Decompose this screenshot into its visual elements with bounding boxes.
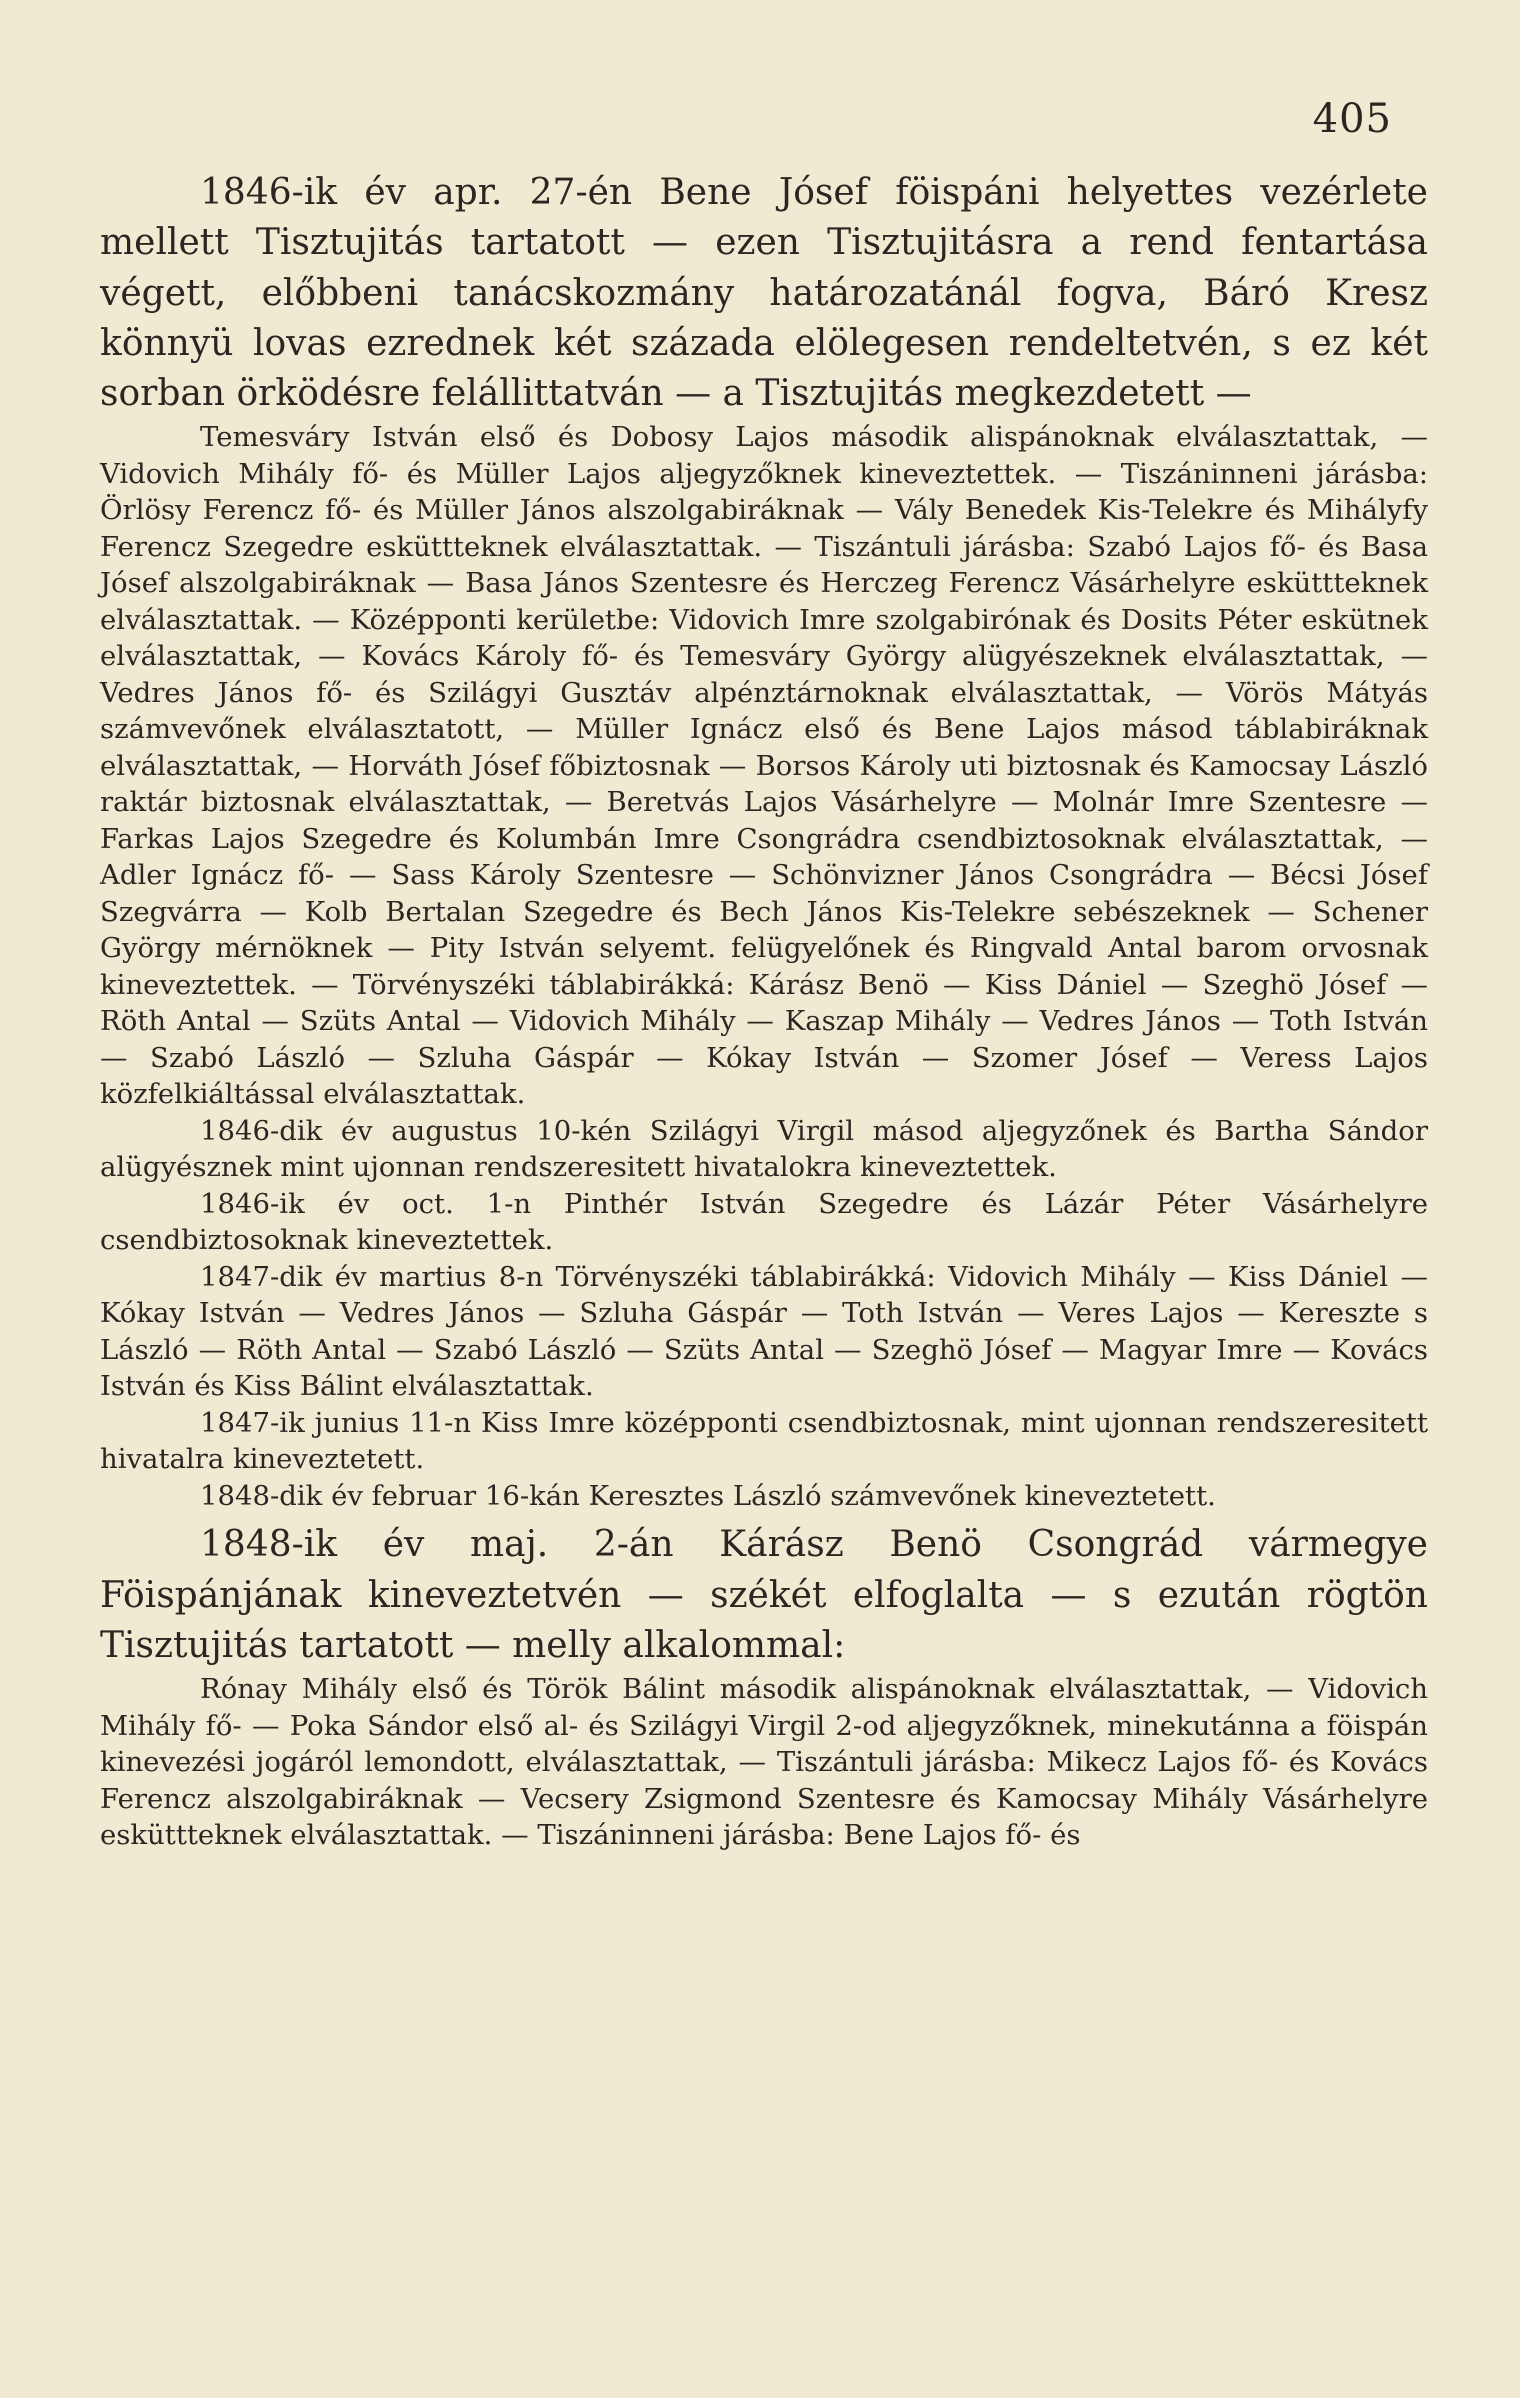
paragraph-1847-march: 1847-dik év martius 8-n Törvényszéki táblabirákká: Vidovich Mihály — Kiss Dániel — Kókay István — Vedres János — Szluha Gáspár — Toth István — Veres Lajos — Kereszte s László — Röth Antal — Szabó László — Szüts Antal — Szeghö Jósef — Magyar Imre — Kovács István és Kiss Bálint elválasztattak. [100,1260,1428,1403]
page-number: 405 [1312,96,1392,142]
body-text [100,168,1428,1854]
paragraph-1846-election-results: Temesváry István első és Dobosy Lajos második alispánoknak elválasztattak, — Vidovich Mihály fő- és Müller Lajos aljegyzőknek kineveztettek. — Tiszáninneni járásba: Örlösy Ferencz fő- és Müller János alszolgabiráknak — Vály Benedek Kis-Telekre és Mihályfy Ferencz Szegedre esküttteknek elválasztattak. — Tiszántuli járásba: Szabó Lajos fő- és Basa Jósef alszolgabiráknak — Basa János Szentesre és Herczeg Ferencz Vásárhelyre esküttteknek elválasztattak. — Középponti kerületbe: Vidovich Imre szolgabirónak és Dosits Péter eskütnek elválasztattak, — Kovács Károly fő- és Temesváry György alügyészeknek elválasztattak, — Vedres János fő- és Szilágyi Gusztáv alpénztárnoknak elválasztattak, — Vörös Mátyás számvevőnek elválasztatott, — Müller Ignácz első és Bene Lajos másod táblabiráknak elválasztattak, — Horváth Jósef főbiztosnak — Borsos Károly uti biztosnak és Kamocsay László raktár biztosnak elválasztattak, — Beretvás Lajos Vásárhelyre — Molnár Imre Szentesre — Farkas Lajos Szegedre és Kolumbán Imre Csongrádra csendbiztosoknak elválasztattak, — Adler Ignácz fő- — Sass Károly Szentesre — Schönvizner János Csongrádra — Bécsi Jósef Szegvárra — Kolb Bertalan Szegedre és Bech János Kis-Telekre sebészeknek — Schener György mérnöknek — Pity István selyemt. felügyelőnek és Ringvald Antal barom orvosnak kineveztettek. — Törvényszéki táblabirákká: Kárász Benö — Kiss Dániel — Szeghö Jósef — Röth Antal — Szüts Antal — Vidovich Mihály — Kaszap Mihály — Vedres János — Toth István — Szabó László — Szluha Gáspár — Kókay István — Szomer Jósef — Veress Lajos közfelkiáltással elválasztattak. [100,421,1428,1111]
paragraph-1846-april-election: 1846-ik év apr. 27-én Bene Jósef föispáni helyettes vezérlete mellett Tisztujitás tartatott — ezen Tisztujitásra a rend fentartása végett, előbbeni tanácskozmány határozatánál fogva, Báró Kresz könnyü lovas ezrednek két százada elölegesen rendeltetvén, s ez két sorban örködésre felállittatván — a Tisztujitás megkezdetett — [100,172,1428,415]
paragraph-1848-election-results: Rónay Mihály első és Török Bálint második alispánoknak elválasztattak, — Vidovich Mihály fő- — Poka Sándor első al- és Szilágyi Virgil 2-od aljegyzőknek, minekutánna a föispán kinevezési jogáról lemondott, elválasztattak, — Tiszántuli járásba: Mikecz Lajos fő- és Kovács Ferencz alszolgabiráknak — Vecsery Zsigmond Szentesre és Kamocsay Mihály Vásárhelyre esküttteknek elválasztattak. — Tiszáninneni járásba: Bene Lajos fő- és [100,1673,1428,1852]
paragraph-1846-october: 1846-ik év oct. 1-n Pinthér István Szegedre és Lázár Péter Vásárhelyre csendbiztosoknak kineveztettek. [100,1187,1428,1257]
paragraph-1846-august: 1846-dik év augustus 10-kén Szilágyi Virgil másod aljegyzőnek és Bartha Sándor alügyésznek mint ujonnan rendszeresitett hivatalokra kineveztettek. [100,1114,1428,1184]
paragraph-1847-june: 1847-ik junius 11-n Kiss Imre középponti csendbiztosnak, mint ujonnan rendszeresitett hivatalra kineveztetett. [100,1406,1428,1476]
paragraph-1848-may-election: 1848-ik év maj. 2-án Kárász Benö Csongrád vármegye Föispánjának kineveztetvén — székét elfoglalta — s ezután rögtön Tisztujitás tartatott — melly alkalommal: [100,1524,1428,1667]
paragraph-1848-february: 1848-dik év februar 16-kán Keresztes László számvevőnek kineveztetett. [200,1479,1216,1512]
